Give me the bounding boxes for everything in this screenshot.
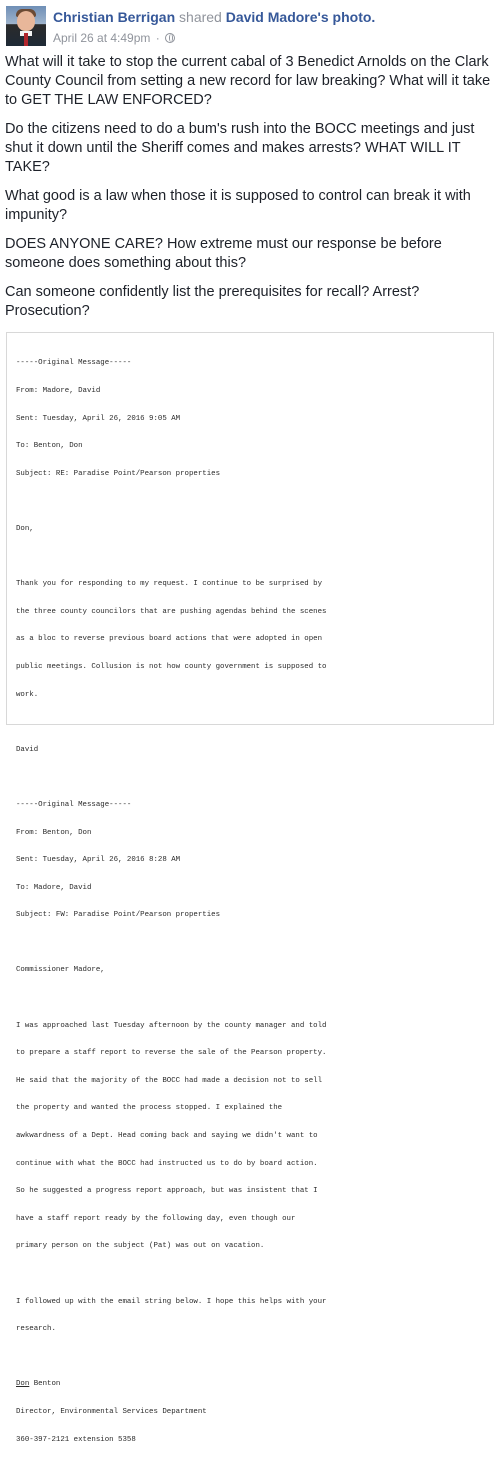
email-line: Sent: Tuesday, April 26, 2016 8:28 AM [16, 856, 181, 865]
meta-separator: · [155, 31, 160, 45]
email-line: -----Original Message----- [16, 359, 132, 368]
email-line: To: Madore, David [16, 883, 92, 892]
email-line: Subject: RE: Paradise Point/Pearson properties [16, 469, 221, 478]
email-line: Subject: FW: Paradise Point/Pearson properties [16, 911, 221, 920]
email-line: primary person on the subject (Pat) was out on vacation. [16, 1242, 265, 1251]
post-paragraph: Can someone confidently list the prerequisites for recall? Arrest? Prosecution? [5, 284, 420, 319]
email-line: awkwardness of a Dept. Head coming back and saying we didn't want to [16, 1132, 318, 1141]
email-line: To: Benton, Don [16, 442, 83, 451]
email-line [16, 1353, 486, 1362]
email-line: From: Madore, David [16, 387, 101, 395]
author-avatar[interactable] [6, 6, 46, 46]
email-line: Don, [16, 524, 34, 533]
post-meta [53, 31, 175, 45]
email-line: to prepare a staff report to reverse the sale of the Pearson property. [16, 1049, 327, 1058]
email-line: -----Original Message----- [16, 800, 132, 809]
email-signature-name [16, 1380, 486, 1389]
email-line [16, 553, 486, 562]
email-line [16, 497, 486, 506]
email-line: Commissioner Madore, [16, 966, 105, 975]
email-line: Sent: Tuesday, April 26, 2016 9:05 AM [16, 414, 181, 423]
email-line: public meetings. Collusion is not how county government is supposed to [16, 662, 327, 671]
signature-last-name: Benton [29, 1380, 61, 1389]
shared-label: shared [179, 9, 222, 25]
email-line: I was approached last Tuesday afternoon by the county manager and told [16, 1021, 327, 1030]
post-title-line [53, 9, 375, 26]
email-line: Thank you for responding to my request. I continue to be surprised by [16, 580, 323, 589]
email-line: So he suggested a progress report approach, but was insistent that I [16, 1187, 318, 1196]
post-header [6, 6, 496, 46]
post-paragraph: Do the citizens need to do a bum's rush into the BOCC meetings and just shut it down until the Sheriff comes and makes arrests? WHAT WILL IT TAKE? [5, 121, 475, 175]
email-line: David [16, 745, 39, 754]
email-text [16, 341, 486, 1463]
email-signature-title: Director, Environmental Services Department [16, 1407, 207, 1416]
email-line: I followed up with the email string below. I hope this helps with your [16, 1297, 327, 1306]
email-line [16, 773, 486, 782]
shared-photo-email-screenshot[interactable] [6, 332, 494, 1444]
email-line: research. [16, 1325, 56, 1334]
post-paragraph: What good is a law when those it is supposed to control can break it with impunity? [5, 188, 471, 223]
post-body [5, 53, 499, 360]
avatar-tie [24, 33, 28, 46]
email-line [16, 994, 486, 1003]
signature-first-name: Don [16, 1380, 30, 1389]
email-line: work. [16, 690, 39, 699]
email-line: the three county councilors that are pushing agendas behind the scenes [16, 607, 327, 616]
shared-owner-link[interactable]: David Madore's photo. [225, 9, 376, 25]
email-line [16, 1270, 486, 1279]
globe-icon[interactable] [165, 33, 175, 43]
post-paragraph: What will it take to stop the current cabal of 3 Benedict Arnolds on the Clark County Council from setting a new record for law breaking? What will it take to GET THE LAW ENFORCED? [5, 54, 491, 108]
email-line [16, 718, 486, 727]
email-line [16, 939, 486, 948]
email-line: as a bloc to reverse previous board actions that were adopted in open [16, 635, 323, 644]
email-line: From: Benton, Don [16, 828, 92, 837]
avatar-face [17, 11, 35, 31]
author-name-link[interactable]: Christian Berrigan [53, 9, 176, 25]
email-line: He said that the majority of the BOCC had made a decision not to sell [16, 1076, 323, 1085]
email-line: the property and wanted the process stopped. I explained the [16, 1104, 283, 1113]
post-timestamp-link[interactable]: April 26 at 4:49pm [53, 31, 151, 45]
email-line: continue with what the BOCC had instructed us to do by board action. [16, 1159, 318, 1168]
post-paragraph: DOES ANYONE CARE? How extreme must our response be before someone does something about this? [5, 236, 442, 271]
email-signature-phone: 360-397-2121 extension 5358 [16, 1435, 136, 1444]
email-line: have a staff report ready by the following day, even though our [16, 1214, 296, 1223]
